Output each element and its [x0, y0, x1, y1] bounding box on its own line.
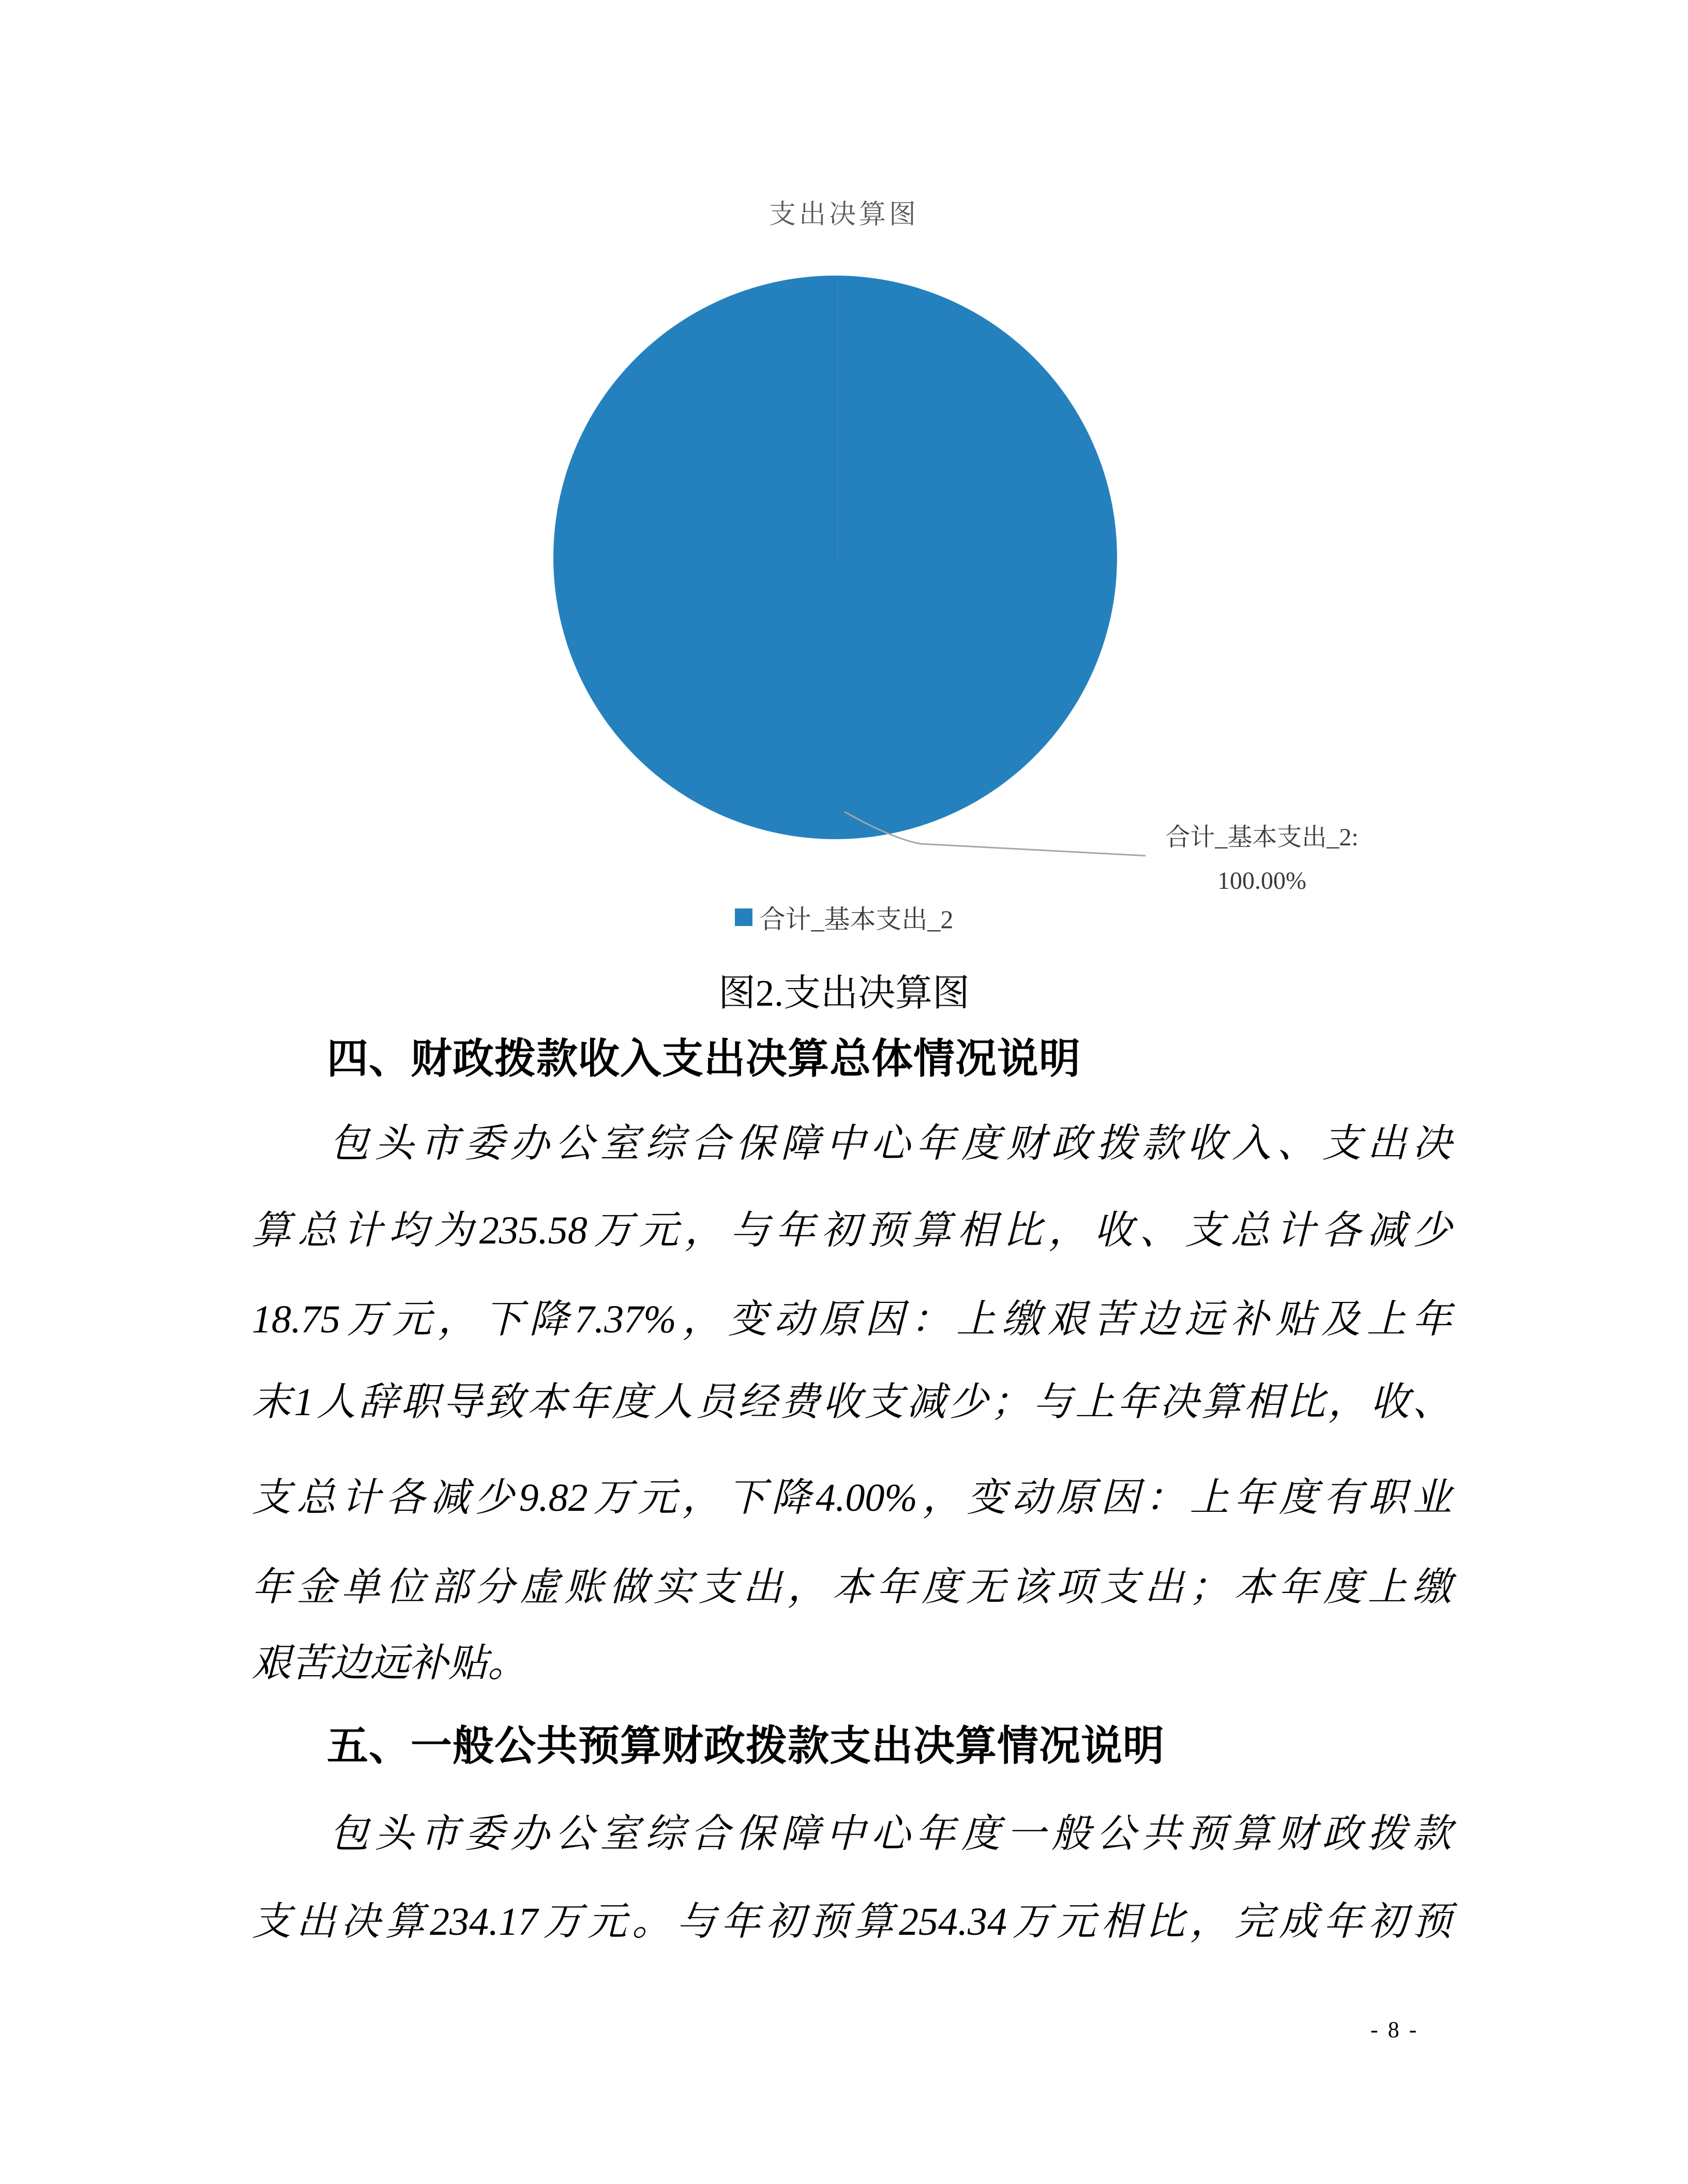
chart-title: 支出决算图	[768, 200, 919, 230]
pie-data-label-value: 100.00%	[1217, 867, 1306, 894]
page-number: - 8 -	[1370, 2017, 1419, 2042]
pie-chart	[553, 276, 1117, 839]
paragraph-line: 包头市委办公室综合保障中心年度财政拨款收入、支出决	[329, 1122, 1452, 1165]
figure-caption: 图2.支出决算图	[718, 973, 970, 1014]
legend-label: 合计_基本支出_2	[759, 905, 954, 934]
paragraph-line: 年金单位部分虚账做实支出，本年度无该项支出；本年度上缴	[252, 1566, 1452, 1609]
legend-swatch-icon	[735, 908, 752, 926]
paragraph-line: 支总计各减少9.82万元，下降4.00%，变动原因：上年度有职业	[252, 1476, 1452, 1520]
chart-legend	[0, 899, 1688, 936]
paragraph-line: 包头市委办公室综合保障中心年度一般公共预算财政拨款	[329, 1812, 1452, 1856]
paragraph-line: 艰苦边远补贴。	[252, 1642, 527, 1685]
section-4-heading: 四、财政拨款收入支出决算总体情况说明	[327, 1036, 1081, 1082]
section-5-heading: 五、一般公共预算财政拨款支出决算情况说明	[327, 1723, 1165, 1769]
paragraph-line: 18.75万元，下降7.37%，变动原因：上缴艰苦边远补贴及上年	[252, 1298, 1452, 1341]
paragraph-line: 支出决算234.17万元。与年初预算254.34万元相比，完成年初预	[252, 1900, 1452, 1944]
paragraph-line: 末1人辞职导致本年度人员经费收支减少；与上年决算相比，收、	[252, 1381, 1452, 1424]
pie-data-label	[1133, 816, 1391, 903]
pie-slice-boundary	[834, 278, 835, 558]
paragraph-line: 算总计均为235.58万元，与年初预算相比，收、支总计各减少	[252, 1209, 1452, 1252]
pie-data-label-series: 合计_基本支出_2:	[1165, 824, 1359, 851]
